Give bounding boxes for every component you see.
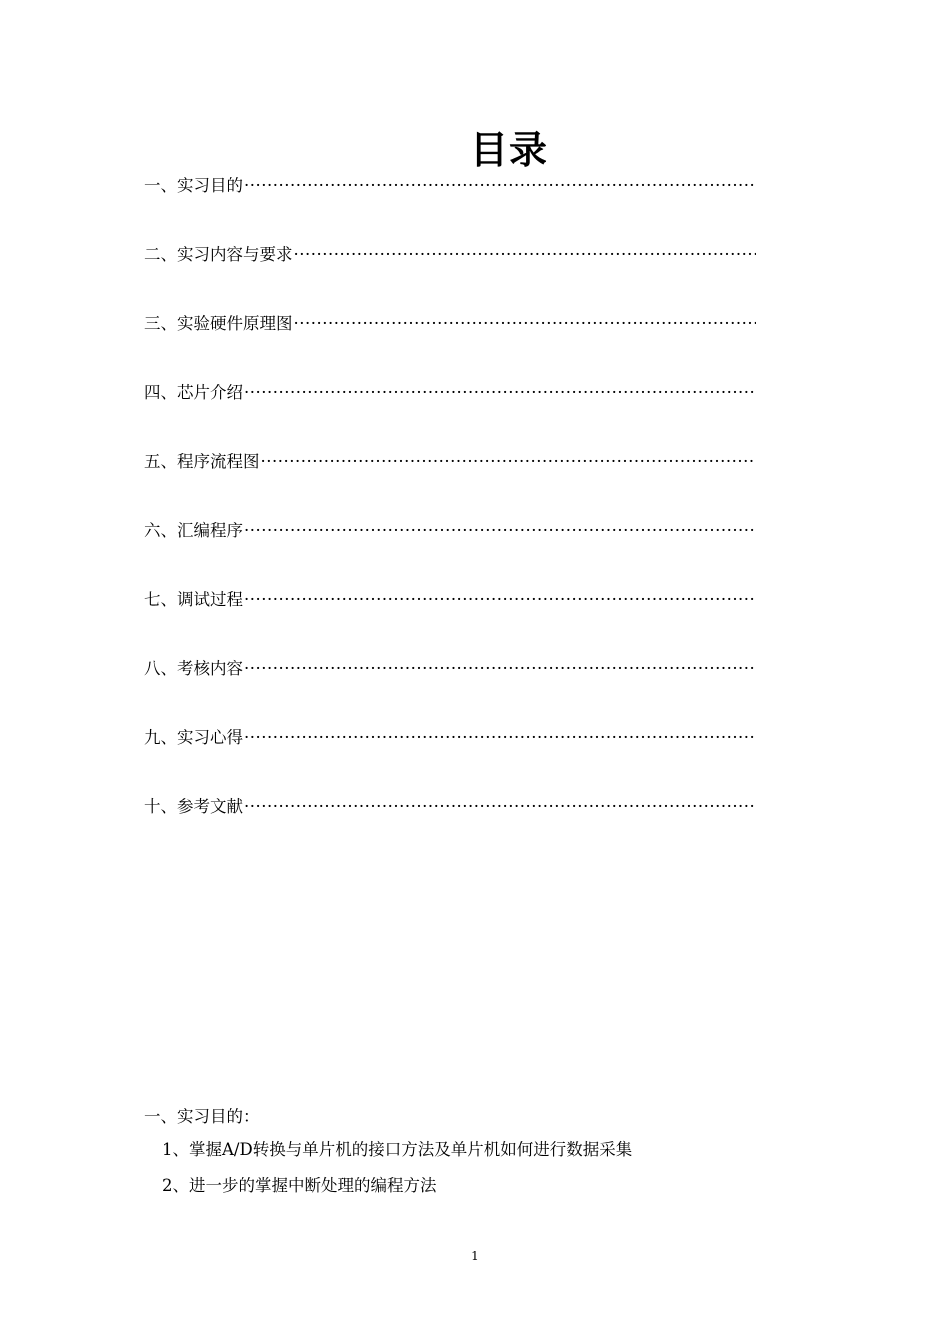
toc-dot-leader: [244, 724, 756, 752]
toc-dot-leader: [244, 379, 756, 407]
toc-entry[interactable]: [144, 793, 756, 862]
toc-entry-label: 四、芯片介绍: [144, 383, 243, 402]
section-heading: 一、实习目的：: [144, 1107, 260, 1126]
toc-entry-label: 七、调试过程: [144, 590, 243, 609]
toc-entry-label: 六、汇编程序: [144, 521, 243, 540]
toc-dot-leader: [244, 793, 756, 821]
toc-dot-leader: [244, 172, 756, 200]
toc-dot-leader: [294, 310, 757, 338]
section-internship-purpose: [144, 1101, 804, 1204]
toc-entry-label: 二、实习内容与要求: [144, 245, 293, 264]
purpose-item: 1、掌握A/D转换与单片机的接口方法及单片机如何进行数据采集: [162, 1140, 633, 1159]
toc-entry[interactable]: [144, 448, 756, 517]
toc-entry-label: 八、考核内容: [144, 659, 243, 678]
toc-entry-label: 十、参考文献: [144, 797, 243, 816]
toc-dot-leader: [261, 448, 757, 476]
toc-entry[interactable]: [144, 655, 756, 724]
toc-entry[interactable]: [144, 241, 756, 310]
toc-entry-label: 五、程序流程图: [144, 452, 260, 471]
toc-dot-leader: [244, 655, 756, 683]
toc-dot-leader: [244, 586, 756, 614]
toc-entry[interactable]: [144, 724, 756, 793]
toc-entry[interactable]: [144, 379, 756, 448]
purpose-list: [144, 1132, 804, 1204]
toc-entry[interactable]: [144, 517, 756, 586]
purpose-item: 2、进一步的掌握中断处理的编程方法: [162, 1176, 437, 1195]
toc-entry-label: 九、实习心得: [144, 728, 243, 747]
toc-dot-leader: [294, 241, 757, 269]
table-of-contents: [144, 172, 756, 862]
toc-title: 目录: [469, 128, 548, 172]
toc-entry[interactable]: [144, 310, 756, 379]
toc-entry[interactable]: [144, 586, 756, 655]
toc-entry-label: 三、实验硬件原理图: [144, 314, 293, 333]
toc-entry-label: 一、实习目的: [144, 176, 243, 195]
page-number: 1: [471, 1249, 479, 1263]
toc-dot-leader: [244, 517, 756, 545]
toc-entry[interactable]: [144, 172, 756, 241]
